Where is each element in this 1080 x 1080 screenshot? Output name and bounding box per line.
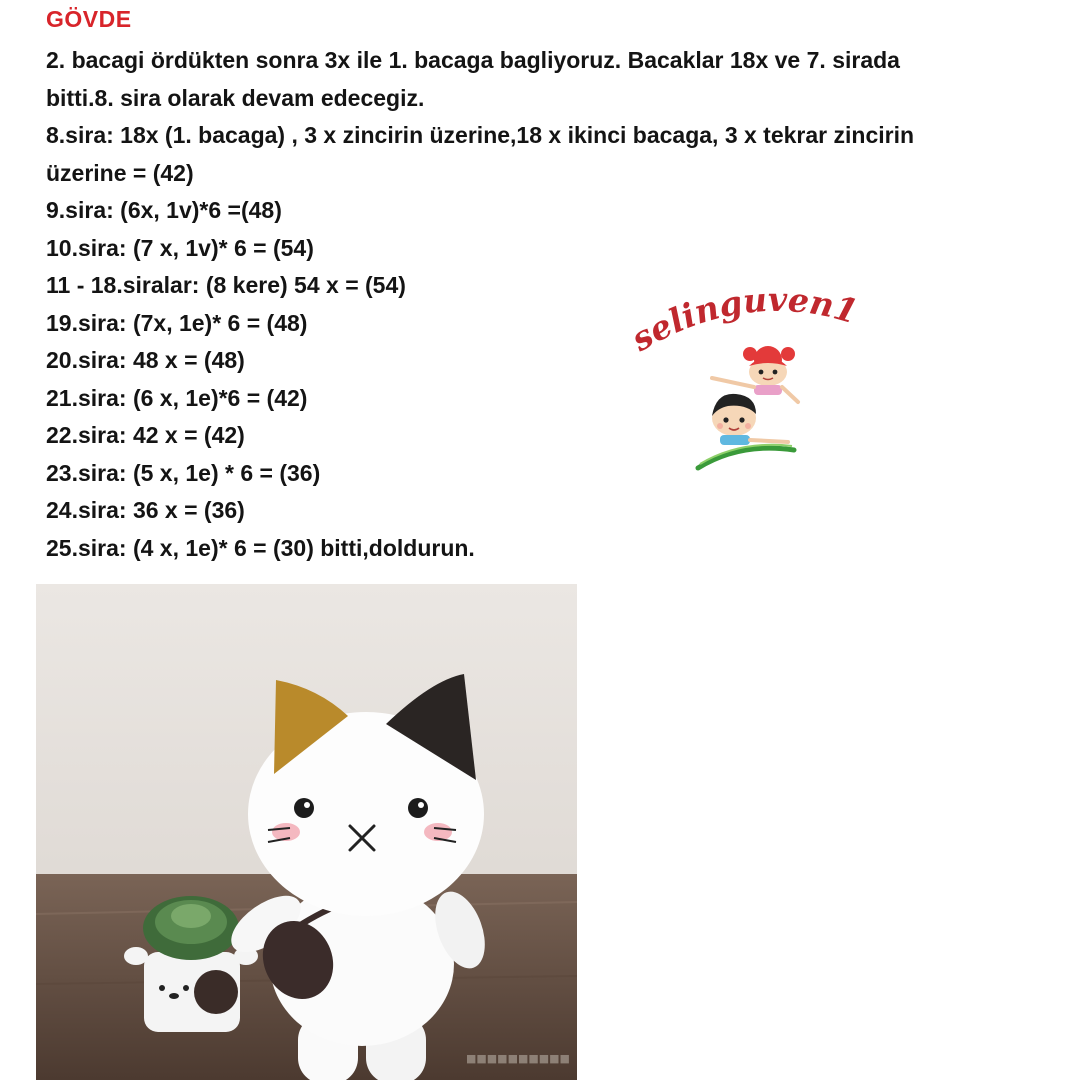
pattern-line: 22.sira: 42 x = (42) — [46, 422, 245, 448]
watermark-text-path: selinguven1 — [628, 282, 863, 359]
photo-watermark: ■■■■■■■■■■ — [466, 1052, 570, 1065]
pattern-line: 24.sira: 36 x = (36) — [46, 497, 245, 523]
pattern-line: 23.sira: (5 x, 1e) * 6 = (36) — [46, 459, 321, 486]
pattern-line: 2. bacagi ördükten sonra 3x ile 1. bacaga bagliyoruz. Bacaklar 18x ve 7. sirada — [46, 47, 900, 73]
watermark-logo — [628, 282, 918, 482]
pattern-line: 8.sira: 18x (1. bacaga) , 3 x zincirin üzerine,18 x ikinci bacaga, 3 x tekrar zincirin — [46, 122, 915, 148]
pattern-line: 25.sira: (4 x, 1e)* 6 = (30) bitti,doldurun. — [46, 534, 475, 561]
section-title: GÖVDE — [46, 6, 132, 32]
pattern-line: 9.sira: (6x, 1v)*6 =(48) — [46, 197, 282, 223]
pattern-line: bitti.8. sira olarak devam edecegiz. — [46, 84, 425, 111]
pattern-line: 20.sira: 48 x = (48) — [46, 347, 245, 373]
amigurumi-cat-photo — [36, 584, 577, 1080]
pattern-line: 19.sira: (7x, 1e)* 6 = (48) — [46, 309, 308, 336]
two-kids-logo-icon — [698, 346, 798, 468]
pattern-line: üzerine = (42) — [46, 159, 194, 186]
pattern-line: 10.sira: (7 x, 1v)* 6 = (54) — [46, 234, 314, 261]
pattern-line: 11 - 18.siralar: (8 kere) 54 x = (54) — [46, 272, 406, 298]
watermark-text — [628, 282, 862, 359]
pattern-line: 21.sira: (6 x, 1e)*6 = (42) — [46, 384, 308, 411]
